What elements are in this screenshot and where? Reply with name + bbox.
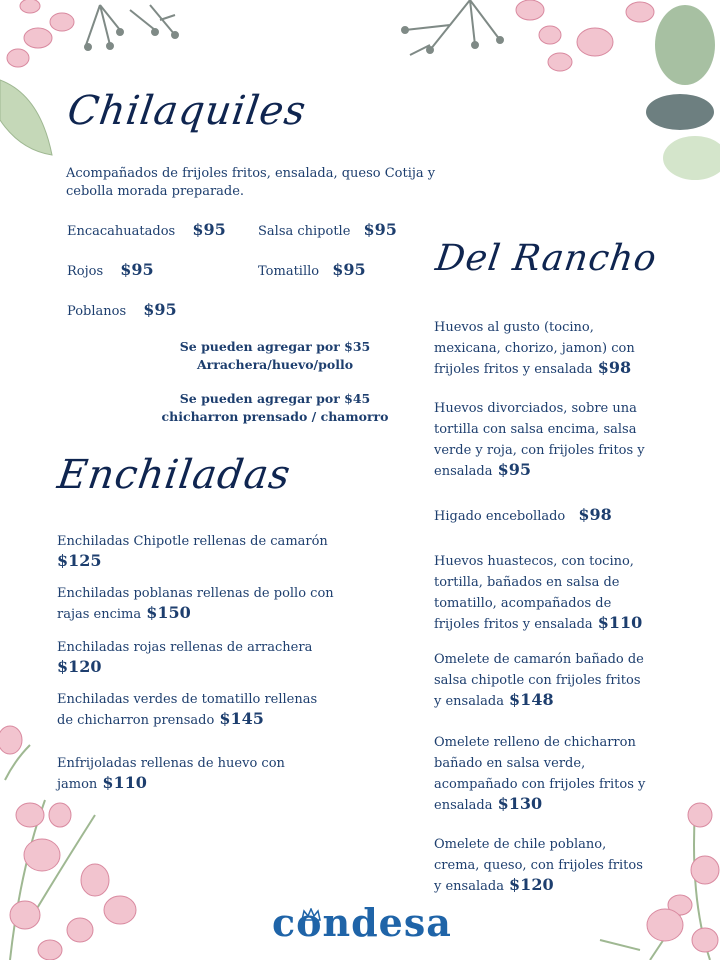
crown-icon (300, 908, 322, 922)
chilaquiles-item-salsa-chipotle (258, 220, 397, 241)
enchiladas-item (57, 688, 327, 730)
item-price: $95 (192, 220, 226, 239)
item-name: Higado encebollado (434, 509, 566, 524)
item-price: $150 (146, 603, 191, 622)
enchiladas-list (57, 530, 357, 794)
item-price: $95 (120, 260, 154, 279)
item-price: $148 (509, 690, 554, 709)
item-name: Enfrijoladas rellenas de huevo con jamon (57, 756, 285, 792)
item-name: Enchiladas rojas rellenas de arrachera (57, 640, 313, 655)
item-name: Huevos divorciados, sobre una tortilla con salsa encima, salsa verde y roja, con frijoles fritos y ensalada (434, 401, 645, 479)
del-rancho-item (434, 731, 649, 815)
enchiladas-item (57, 582, 357, 624)
del-rancho-item (434, 648, 649, 711)
item-price: $95 (143, 300, 177, 319)
item-name: Encacahuatados (67, 224, 176, 239)
enchiladas-title: Enchiladas (54, 452, 294, 498)
item-name: Salsa chipotle (258, 224, 351, 239)
brand-logo-text: condesa (272, 900, 452, 945)
item-price: $98 (578, 505, 612, 524)
chilaquiles-description: Acompañados de frijoles fritos, ensalada, queso Cotija y cebolla morada preparade. (66, 166, 436, 199)
chilaquiles-title: Chilaquiles (64, 88, 310, 134)
del-rancho-item (434, 316, 649, 379)
item-name: Huevos huastecos, con tocino, tortilla, bañados en salsa de tomatillo, acompañados de frijoles fritos y ensalada (434, 554, 634, 632)
enchiladas-item (57, 530, 357, 570)
item-name: Omelete relleno de chicharron bañado en salsa verde, acompañado con frijoles fritos y ensalada (434, 735, 646, 813)
item-price: $110 (597, 613, 643, 632)
item-name: Enchiladas poblanas rellenas de pollo con rajas encima (57, 586, 334, 622)
del-rancho-item (434, 505, 649, 526)
item-name: Rojos (67, 264, 104, 279)
item-name: Omelete de camarón bañado de salsa chipotle con frijoles fritos y ensalada (434, 652, 644, 709)
chilaquiles-item-poblanos (67, 300, 177, 321)
enchiladas-item (57, 752, 327, 794)
item-name: Poblanos (67, 304, 127, 319)
del-rancho-item (434, 397, 649, 481)
item-price: $95 (363, 220, 397, 239)
chilaquiles-item-tomatillo (258, 260, 366, 281)
item-price: $120 (57, 657, 102, 676)
chilaquiles-addon-2: Se pueden agregar por $45 chicharron prensado / chamorro (161, 391, 389, 424)
item-name: Tomatillo (258, 264, 320, 279)
item-name: Omelete de chile poblano, crema, queso, con frijoles fritos y ensalada (434, 837, 643, 894)
item-price: $125 (57, 551, 102, 570)
del-rancho-title: Del Rancho (433, 238, 660, 279)
item-price: $95 (332, 260, 366, 279)
enchiladas-item (57, 636, 357, 676)
floral-top-right-decoration (390, 0, 720, 190)
item-price: $98 (597, 358, 632, 377)
chilaquiles-item-rojos (67, 260, 154, 281)
item-name: Enchiladas Chipotle rellenas de camarón (57, 534, 328, 549)
floral-top-left-decoration (0, 0, 200, 160)
del-rancho-item (434, 550, 649, 634)
del-rancho-list (434, 316, 649, 896)
item-price: $95 (497, 460, 531, 479)
brand-logo (272, 900, 452, 945)
item-price: $120 (509, 875, 554, 894)
item-price: $110 (102, 773, 147, 792)
item-name: Enchiladas verdes de tomatillo rellenas de chicharron prensado (57, 692, 318, 728)
chilaquiles-item-encacahuatados (67, 220, 226, 241)
item-price: $130 (497, 794, 543, 813)
chilaquiles-addon-1: Se pueden agregar por $35 Arrachera/huevo/pollo (179, 339, 371, 372)
item-name: Huevos al gusto (tocino, mexicana, chorizo, jamon) con frijoles fritos y ensalada (434, 320, 635, 377)
item-price: $145 (219, 709, 264, 728)
del-rancho-item (434, 833, 649, 896)
